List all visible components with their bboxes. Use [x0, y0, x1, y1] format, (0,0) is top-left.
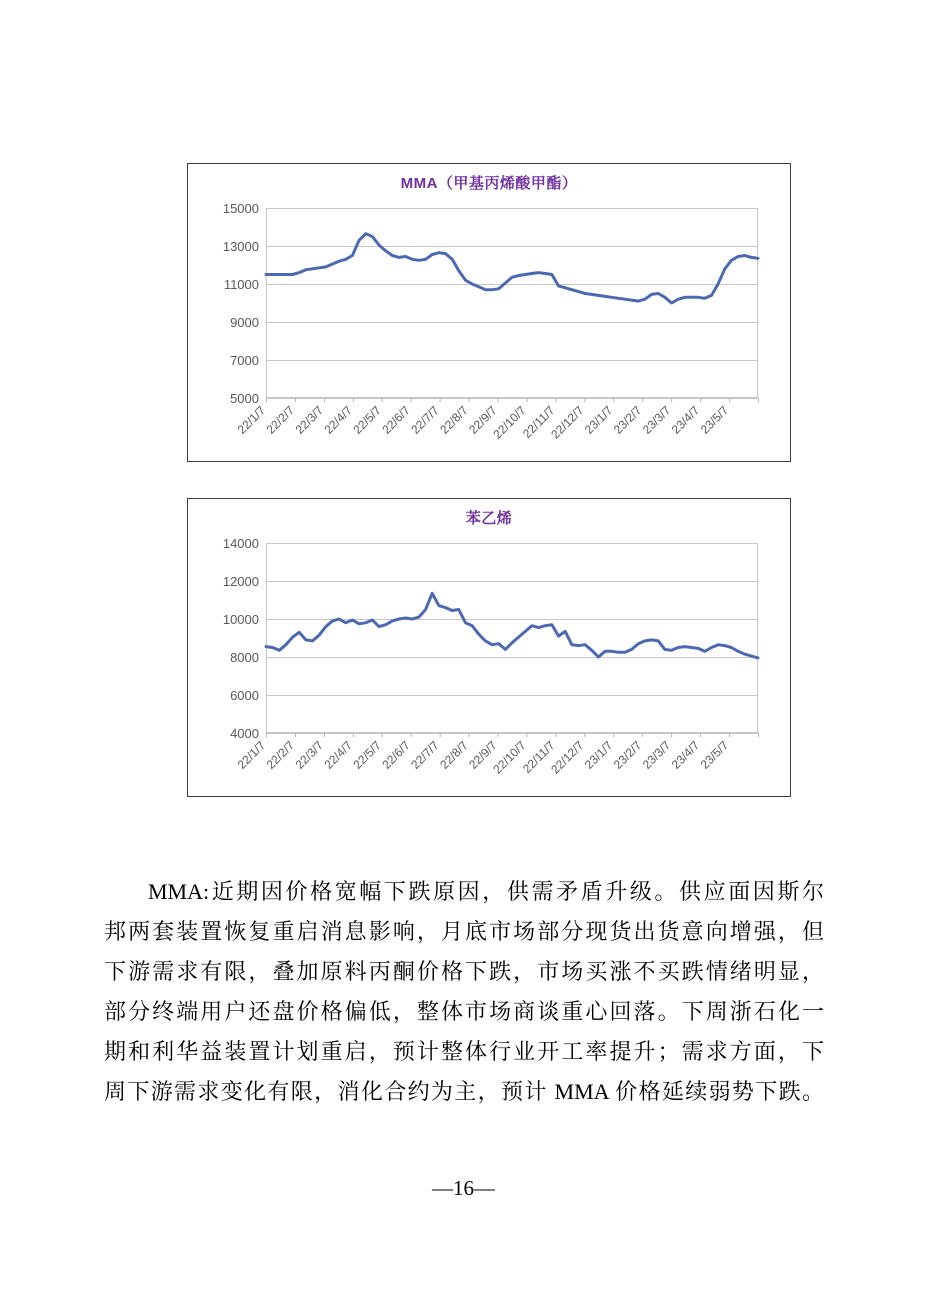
price-line: [266, 593, 758, 658]
x-axis-label: 22/6/7: [379, 403, 413, 437]
commentary-paragraph: [104, 872, 824, 1112]
x-axis-label: 22/8/7: [437, 403, 471, 437]
y-axis-label: 4000: [230, 726, 259, 741]
page-number: —16—: [432, 1176, 495, 1200]
x-axis-label: 23/3/7: [639, 738, 674, 772]
x-axis-label: 23/5/7: [697, 738, 732, 772]
mma-chart: [187, 163, 791, 462]
x-axis-label: 22/4/7: [321, 738, 355, 772]
x-axis-label: 22/9/7: [466, 738, 500, 772]
y-axis-label: 13000: [222, 239, 259, 254]
x-axis-label: 23/3/7: [639, 403, 674, 437]
x-axis-label: 22/1/7: [234, 738, 269, 772]
commentary-line: MMA:近期因价格宽幅下跌原因，供需矛盾升级。供应面因斯尔: [148, 879, 824, 904]
x-axis-label: 22/3/7: [292, 738, 327, 772]
x-axis-label: 22/7/7: [408, 403, 442, 437]
y-axis-label: 14000: [222, 536, 259, 551]
y-axis-label: 7000: [230, 353, 259, 368]
chart-canvas: [188, 499, 790, 796]
y-axis-label: 6000: [230, 688, 259, 703]
x-axis-label: 22/1/7: [234, 403, 269, 437]
x-axis-label: 22/8/7: [437, 738, 471, 772]
x-axis-label: 23/4/7: [668, 403, 703, 437]
x-axis-label: 23/2/7: [610, 403, 645, 437]
y-axis-label: 15000: [222, 201, 259, 216]
mma-chart-title: MMA（甲基丙烯酸甲酯）: [400, 175, 578, 192]
commentary-line: 下游需求有限，叠加原料丙酮价格下跌，市场买涨不买跌情绪明显，: [104, 959, 824, 984]
styrene-chart: [187, 498, 791, 797]
y-axis-label: 10000: [222, 612, 259, 627]
chart-canvas: [188, 164, 790, 461]
y-axis-label: 9000: [230, 315, 259, 330]
x-axis-label: 23/5/7: [697, 403, 732, 437]
commentary-line: 部分终端用户还盘价格偏低，整体市场商谈重心回落。下周浙石化一: [104, 999, 824, 1024]
x-axis-label: 23/1/7: [581, 738, 616, 772]
x-axis-label: 22/11/7: [519, 738, 558, 776]
y-axis-label: 5000: [230, 391, 259, 406]
x-axis-label: 22/10/7: [490, 403, 529, 442]
x-axis-label: 22/11/7: [519, 403, 558, 441]
commentary-line: 周下游需求变化有限，消化合约为主，预计 MMA 价格延续弱势下跌。: [104, 1079, 824, 1104]
commentary-line: 邦两套装置恢复重启消息影响，月底市场部分现货出货意向增强，但: [104, 919, 824, 944]
plot-border: [267, 209, 758, 398]
x-axis-label: 22/4/7: [321, 403, 355, 437]
x-axis-label: 22/2/7: [263, 403, 298, 437]
y-axis-label: 11000: [223, 277, 259, 292]
price-line: [266, 234, 758, 303]
x-axis-label: 22/5/7: [350, 738, 384, 772]
styrene-chart-title: 苯乙烯: [465, 510, 513, 527]
x-axis-label: 22/9/7: [466, 403, 500, 437]
x-axis-label: 22/6/7: [379, 738, 413, 772]
y-axis-label: 8000: [230, 650, 259, 665]
x-axis-label: 22/10/7: [490, 738, 529, 777]
x-axis-label: 23/1/7: [581, 403, 616, 437]
x-axis-label: 22/2/7: [263, 738, 298, 772]
x-axis-label: 22/12/7: [548, 738, 587, 777]
commentary-line: 期和利华益装置计划重启，预计整体行业开工率提升；需求方面，下: [104, 1039, 824, 1064]
plot-border: [267, 544, 758, 733]
y-axis-label: 12000: [222, 574, 259, 589]
x-axis-label: 23/4/7: [668, 738, 703, 772]
x-axis-label: 22/3/7: [292, 403, 327, 437]
x-axis-label: 22/5/7: [350, 403, 384, 437]
x-axis-label: 22/7/7: [408, 738, 442, 772]
x-axis-label: 23/2/7: [610, 738, 645, 772]
x-axis-label: 22/12/7: [548, 403, 587, 442]
